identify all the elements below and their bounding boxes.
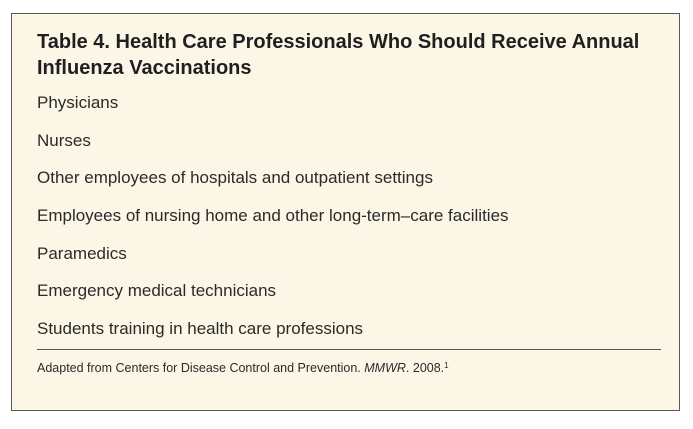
table-footnote (37, 359, 449, 377)
table-row: Employees of nursing home and other long-term–care facilities (37, 206, 509, 226)
table-row: Physicians (37, 93, 119, 112)
footnote-journal: MMWR (364, 361, 406, 375)
table-row: Nurses (37, 130, 91, 150)
table-row: Other employees of hospitals and outpatient settings (37, 168, 433, 188)
footnote-year: . 2008. (405, 361, 445, 375)
table-rows (37, 91, 662, 355)
footnote-divider (37, 349, 661, 350)
table-row: Students training in health care professions (37, 319, 364, 339)
table-row: Emergency medical technicians (37, 281, 277, 301)
table-row: Paramedics (37, 243, 127, 263)
table-panel (11, 13, 680, 411)
footnote-source: Adapted from Centers for Disease Control and Prevention. (37, 361, 365, 375)
footnote-reference: 1 (444, 361, 449, 370)
table-title: Table 4. Health Care Professionals Who Should Receive Annual Influenza Vaccinations (37, 31, 640, 79)
